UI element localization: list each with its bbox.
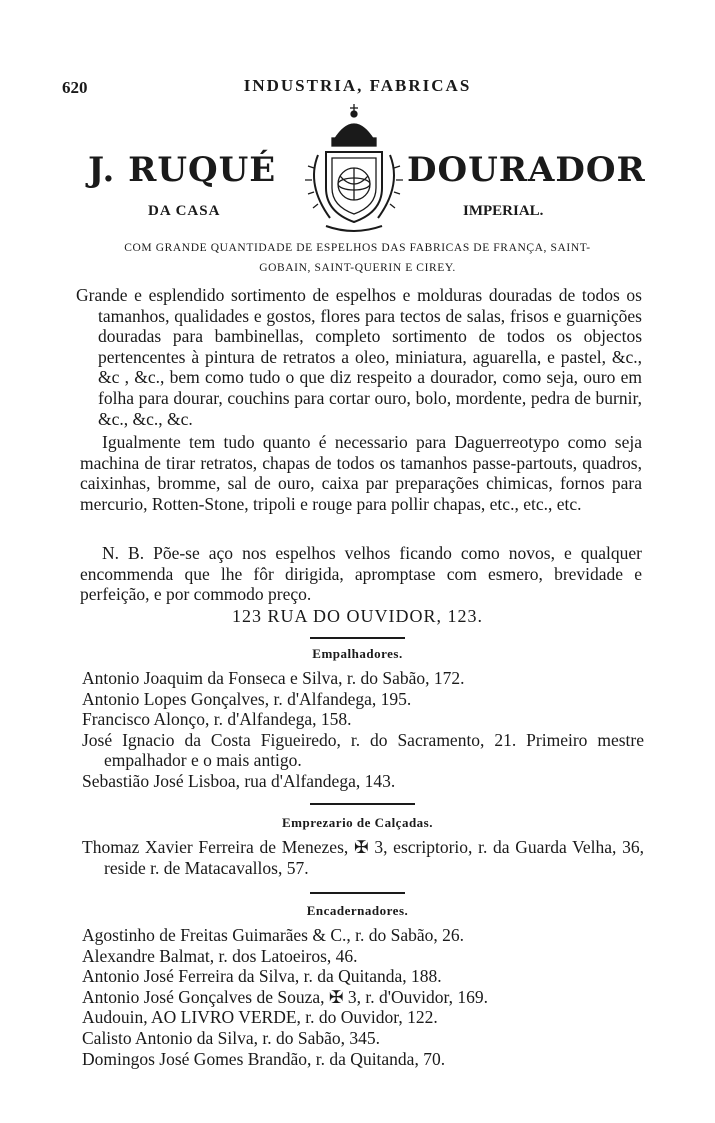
advert-subtitle-left: DA CASA (148, 203, 221, 219)
list-item: Francisco Alonço, r. d'Alfandega, 158. (82, 709, 352, 730)
running-title: INDUSTRIA, FABRICAS (243, 76, 472, 95)
list-item: Antonio José Ferreira da Silva, r. da Quitanda, 188. (82, 966, 442, 987)
list-item: Audouin, AO LIVRO VERDE, r. do Ouvidor, 122. (82, 1007, 438, 1028)
section-divider (310, 637, 405, 639)
list-item: Antonio Joaquim da Fonseca e Silva, r. do Sabão, 172. (82, 668, 465, 688)
advert-note-paragraph: N. B. Põe-se aço nos espelhos velhos ficando como novos, e qualquer encommenda que lhe fôr dirigida, apromptase com esmero, brevidade e perfeição, e por commodo preço. (80, 543, 642, 605)
imperial-coat-of-arms-icon (296, 100, 412, 238)
section-divider (310, 803, 415, 805)
advert-tagline-line2: GOBAIN, SAINT-QUERIN E CIREY. (259, 262, 456, 274)
list-item: Antonio Lopes Gonçalves, r. d'Alfandega, 195. (82, 688, 412, 709)
entry-list-empalhadores (82, 668, 644, 792)
list-item: Agostinho de Freitas Guimarães & C., r. do Sabão, 26. (82, 925, 465, 945)
advert-name-left: J. RUQUÉ (88, 150, 277, 190)
entry-list-encadernadores (82, 925, 644, 1069)
advert-tagline-line1: COM GRANDE QUANTIDADE DE ESPELHOS DAS FABRICAS DE FRANÇA, SAINT- (124, 242, 591, 254)
section-divider (310, 892, 405, 894)
advert-name-right: DOURADOR (407, 150, 646, 190)
advert-address: 123 RUA DO OUVIDOR, 123. (231, 606, 483, 626)
list-item: Domingos José Gomes Brandão, r. da Quitanda, 70. (82, 1048, 446, 1069)
list-item: Calisto Antonio da Silva, r. do Sabão, 345. (82, 1027, 380, 1048)
list-item: José Ignacio da Costa Figueiredo, r. do Sacramento, 21. Primeiro mestre empalhador e o mais antigo. (82, 729, 644, 771)
page-number: 620 (62, 78, 88, 97)
entry-list-emprezario (82, 837, 644, 878)
section-heading-empalhadores: Empalhadores. (312, 646, 403, 661)
section-heading-emprezario: Emprezario de Calçadas. (282, 815, 433, 830)
list-item: Alexandre Balmat, r. dos Latoeiros, 46. (82, 945, 358, 966)
advert-subtitle-right: IMPERIAL. (463, 203, 544, 219)
list-item: Sebastião José Lisboa, rua d'Alfandega, 143. (82, 770, 396, 791)
advert-body-paragraph: Grande e esplendido sortimento de espelhos e molduras douradas de todos os tamanhos, qualidades e gostos, flores para tectos de salas, frisos e guarnições douradas para bambinellas, completo sortimento de todos os objectos pertencentes à pintura de retratos a oleo, miniatura, aguarella, e pastel, &c., &c , &c., bem como tudo o que diz respeito a dourador, como seja, ouro em folha para dourar, couchins para cortar ouro, bolo, mordente, pedra de burnir, &c., &c., &c. (76, 285, 642, 429)
section-heading-encadernadores: Encadernadores. (306, 903, 409, 918)
list-item: Antonio José Gonçalves de Souza, ✠ 3, r. d'Ouvidor, 169. (82, 986, 488, 1007)
list-item: Thomaz Xavier Ferreira de Menezes, ✠ 3, escriptorio, r. da Guarda Velha, 36, reside r. de Matacavallos, 57. (82, 837, 644, 878)
advert-body-paragraph: Igualmente tem tudo quanto é necessario para Daguerreotypo como seja machina de tirar retratos, chapas de todos os tamanhos passe-partouts, quadros, caixinhas, bromme, sal de ouro, caixa par preparações chimicas, fornos para mercurio, Rotten-Stone, tripoli e rouge para pollir chapas, etc., etc., etc. (80, 432, 642, 514)
